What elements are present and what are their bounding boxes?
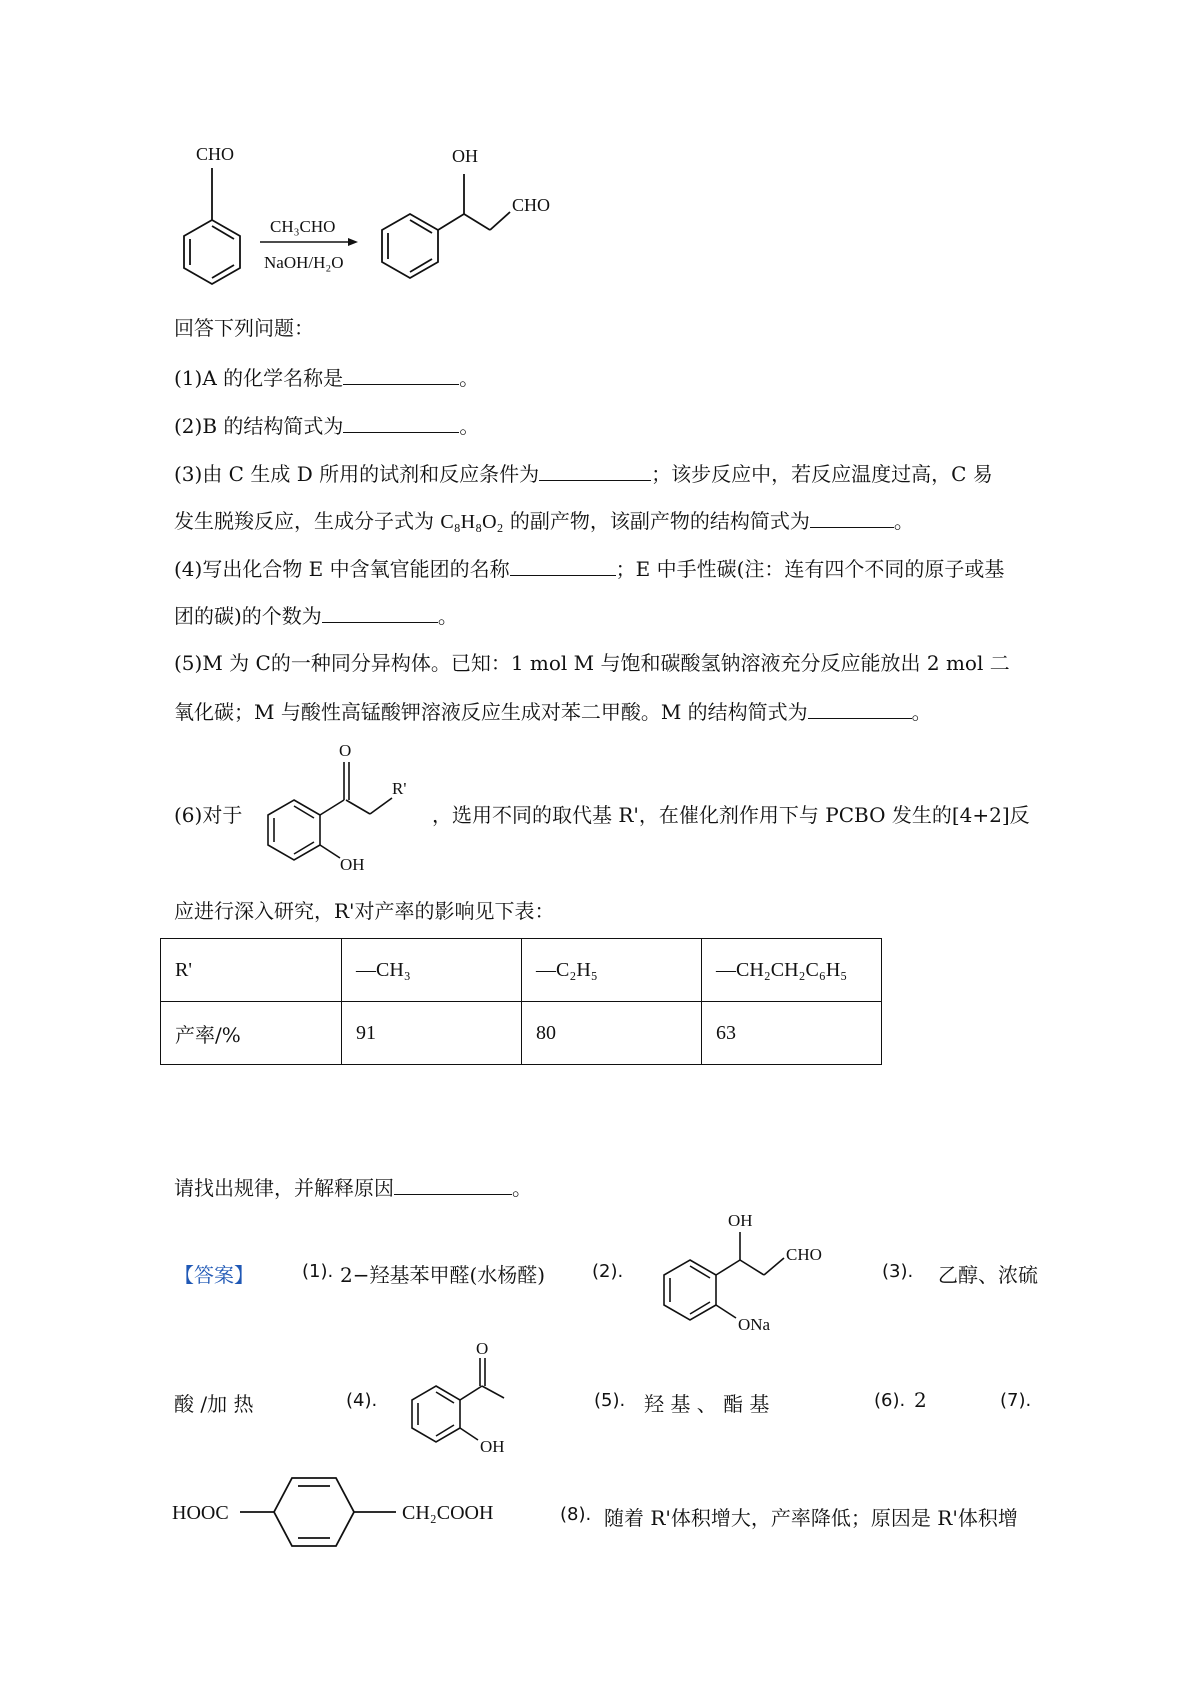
q7-answer-blank (394, 1172, 512, 1195)
table-header-row (161, 939, 882, 1002)
q4-text-b: ；E 中手性碳(注：连有四个不同的原子或基 (615, 557, 1005, 581)
q1-answer-blank (343, 362, 459, 385)
answer-7-left-group: HOOC (172, 1502, 229, 1524)
intro-text: 回答下列问题： (174, 316, 314, 340)
answer-3-text: 乙醇、浓硫 (938, 1263, 1038, 1287)
answer-2-ona: ONa (738, 1315, 771, 1334)
q2-text: (2)B 的结构简式为 (174, 414, 344, 438)
answer-6-text: 2 (914, 1388, 927, 1412)
table-row (161, 1002, 882, 1065)
q5-text: 氧化碳；M 与酸性高锰酸钾溶液反应生成对苯二甲酸。M 的结构简式为 (174, 700, 808, 724)
question-7 (174, 1172, 1040, 1203)
product-oh-label: OH (452, 146, 478, 166)
answer-2-structure (640, 1208, 850, 1338)
q5-end: 。 (911, 700, 932, 724)
reaction-arrowhead (348, 238, 358, 246)
answer-6-number: (6). (874, 1390, 906, 1411)
q6-mol-o: O (339, 742, 352, 760)
q3-text-a: (3)由 C 生成 D 所用的试剂和反应条件为 (174, 462, 540, 486)
answer-1-text: 2−羟基苯甲醛(水杨醛) (340, 1263, 546, 1287)
answer-label: 【答案】 (174, 1263, 254, 1287)
hydroxyacetophenone-derivative-structure (240, 742, 440, 882)
question-4-line-1 (174, 553, 1040, 584)
q2-answer-blank (343, 410, 459, 433)
substituent-yield-table (160, 938, 882, 1065)
answer-5-text: 羟 基 、 酯 基 (644, 1392, 770, 1416)
answer-8-text: 随着 R'体积增大，产率降低；原因是 R'体积增 (604, 1506, 1018, 1530)
q3-text-d: 的副产物，该副产物的结构简式为 (503, 509, 810, 533)
table-header-cell: —CH₂CH₂C₆H₅ (702, 939, 882, 1002)
q3-text-c: 发生脱羧反应，生成分子式为 (174, 509, 441, 533)
question-6-prefix: (6)对于 (174, 803, 243, 827)
q4-end: 。 (437, 604, 458, 628)
answer-7-structure (170, 1464, 530, 1564)
question-5-line-2 (174, 696, 1040, 727)
table-header-cell: —CH₃ (342, 939, 522, 1002)
q4-text-c: 团的碳)的个数为 (174, 604, 322, 628)
benzaldehyde-structure (184, 168, 240, 284)
q3-formula: C₈H₈O₂ (440, 511, 504, 533)
answer-5-number: (5). (594, 1390, 626, 1411)
table-header-cell: —C₂H₅ (522, 939, 702, 1002)
q3-text-b: ；该步反应中，若反应温度过高，C 易 (651, 462, 993, 486)
answer-2-number: (2). (592, 1261, 624, 1282)
answer-2-cho: CHO (786, 1245, 822, 1264)
reagent-bottom: NaOH/H₂O (264, 253, 344, 272)
question-1 (174, 362, 1040, 393)
q4-answer-blank-1 (510, 553, 616, 576)
question-5-line-1: (5)M 为 C的一种同分异构体。已知：1 mol M 与饱和碳酸氢钠溶液充分反应能放出 2 mol 二 (174, 651, 1010, 675)
q3-end: 。 (893, 509, 914, 533)
q3-answer-blank-2 (810, 505, 894, 528)
answer-4-oh: OH (480, 1437, 505, 1456)
table-header-cell: R' (161, 939, 342, 1002)
q4-answer-blank-2 (322, 600, 438, 623)
q7-end: 。 (512, 1176, 532, 1200)
answer-7-right-group: CH₂COOH (402, 1502, 494, 1524)
question-3-line-1 (174, 458, 1040, 489)
answer-2-oh: OH (728, 1211, 753, 1230)
table-cell: 91 (342, 1002, 522, 1065)
q7-text: 请找出规律，并解释原因 (174, 1176, 394, 1200)
answer-1-number: (1). (302, 1261, 334, 1282)
answer-7-number: (7). (1000, 1390, 1032, 1411)
reagent-top: CH₃CHO (270, 217, 336, 236)
aldol-product-structure (382, 174, 510, 278)
q1-text: (1)A 的化学名称是 (174, 366, 344, 390)
reaction-scheme (160, 140, 620, 300)
question-6-line-2: 应进行深入研究，R'对产率的影响见下表： (174, 899, 555, 923)
q5-answer-blank (808, 696, 912, 719)
answer-8-number: (8). (560, 1504, 592, 1525)
answer-4-number: (4). (346, 1390, 378, 1411)
question-6-suffix: ，选用不同的取代基 R'，在催化剂作用下与 PCBO 发生的[4+2]反 (432, 803, 1030, 827)
q1-end: 。 (459, 366, 480, 390)
q4-text-a: (4)写出化合物 E 中含氧官能团的名称 (174, 557, 510, 581)
question-2 (174, 410, 1040, 441)
question-3-line-2 (174, 505, 1040, 537)
answer-3-continued: 酸 /加 热 (174, 1392, 254, 1416)
answer-4-structure (396, 1340, 536, 1460)
answer-3-number: (3). (882, 1261, 914, 1282)
reactant-cho-label: CHO (196, 144, 235, 164)
product-cho-label: CHO (512, 195, 551, 215)
table-cell: 80 (522, 1002, 702, 1065)
question-4-line-2 (174, 600, 1040, 631)
table-cell: 63 (702, 1002, 882, 1065)
answer-4-o: O (476, 1340, 489, 1358)
q6-mol-r: R' (392, 779, 407, 798)
table-cell: 产率/% (161, 1002, 342, 1065)
q3-answer-blank-1 (539, 458, 651, 481)
q6-mol-oh: OH (340, 855, 365, 874)
q2-end: 。 (459, 414, 480, 438)
